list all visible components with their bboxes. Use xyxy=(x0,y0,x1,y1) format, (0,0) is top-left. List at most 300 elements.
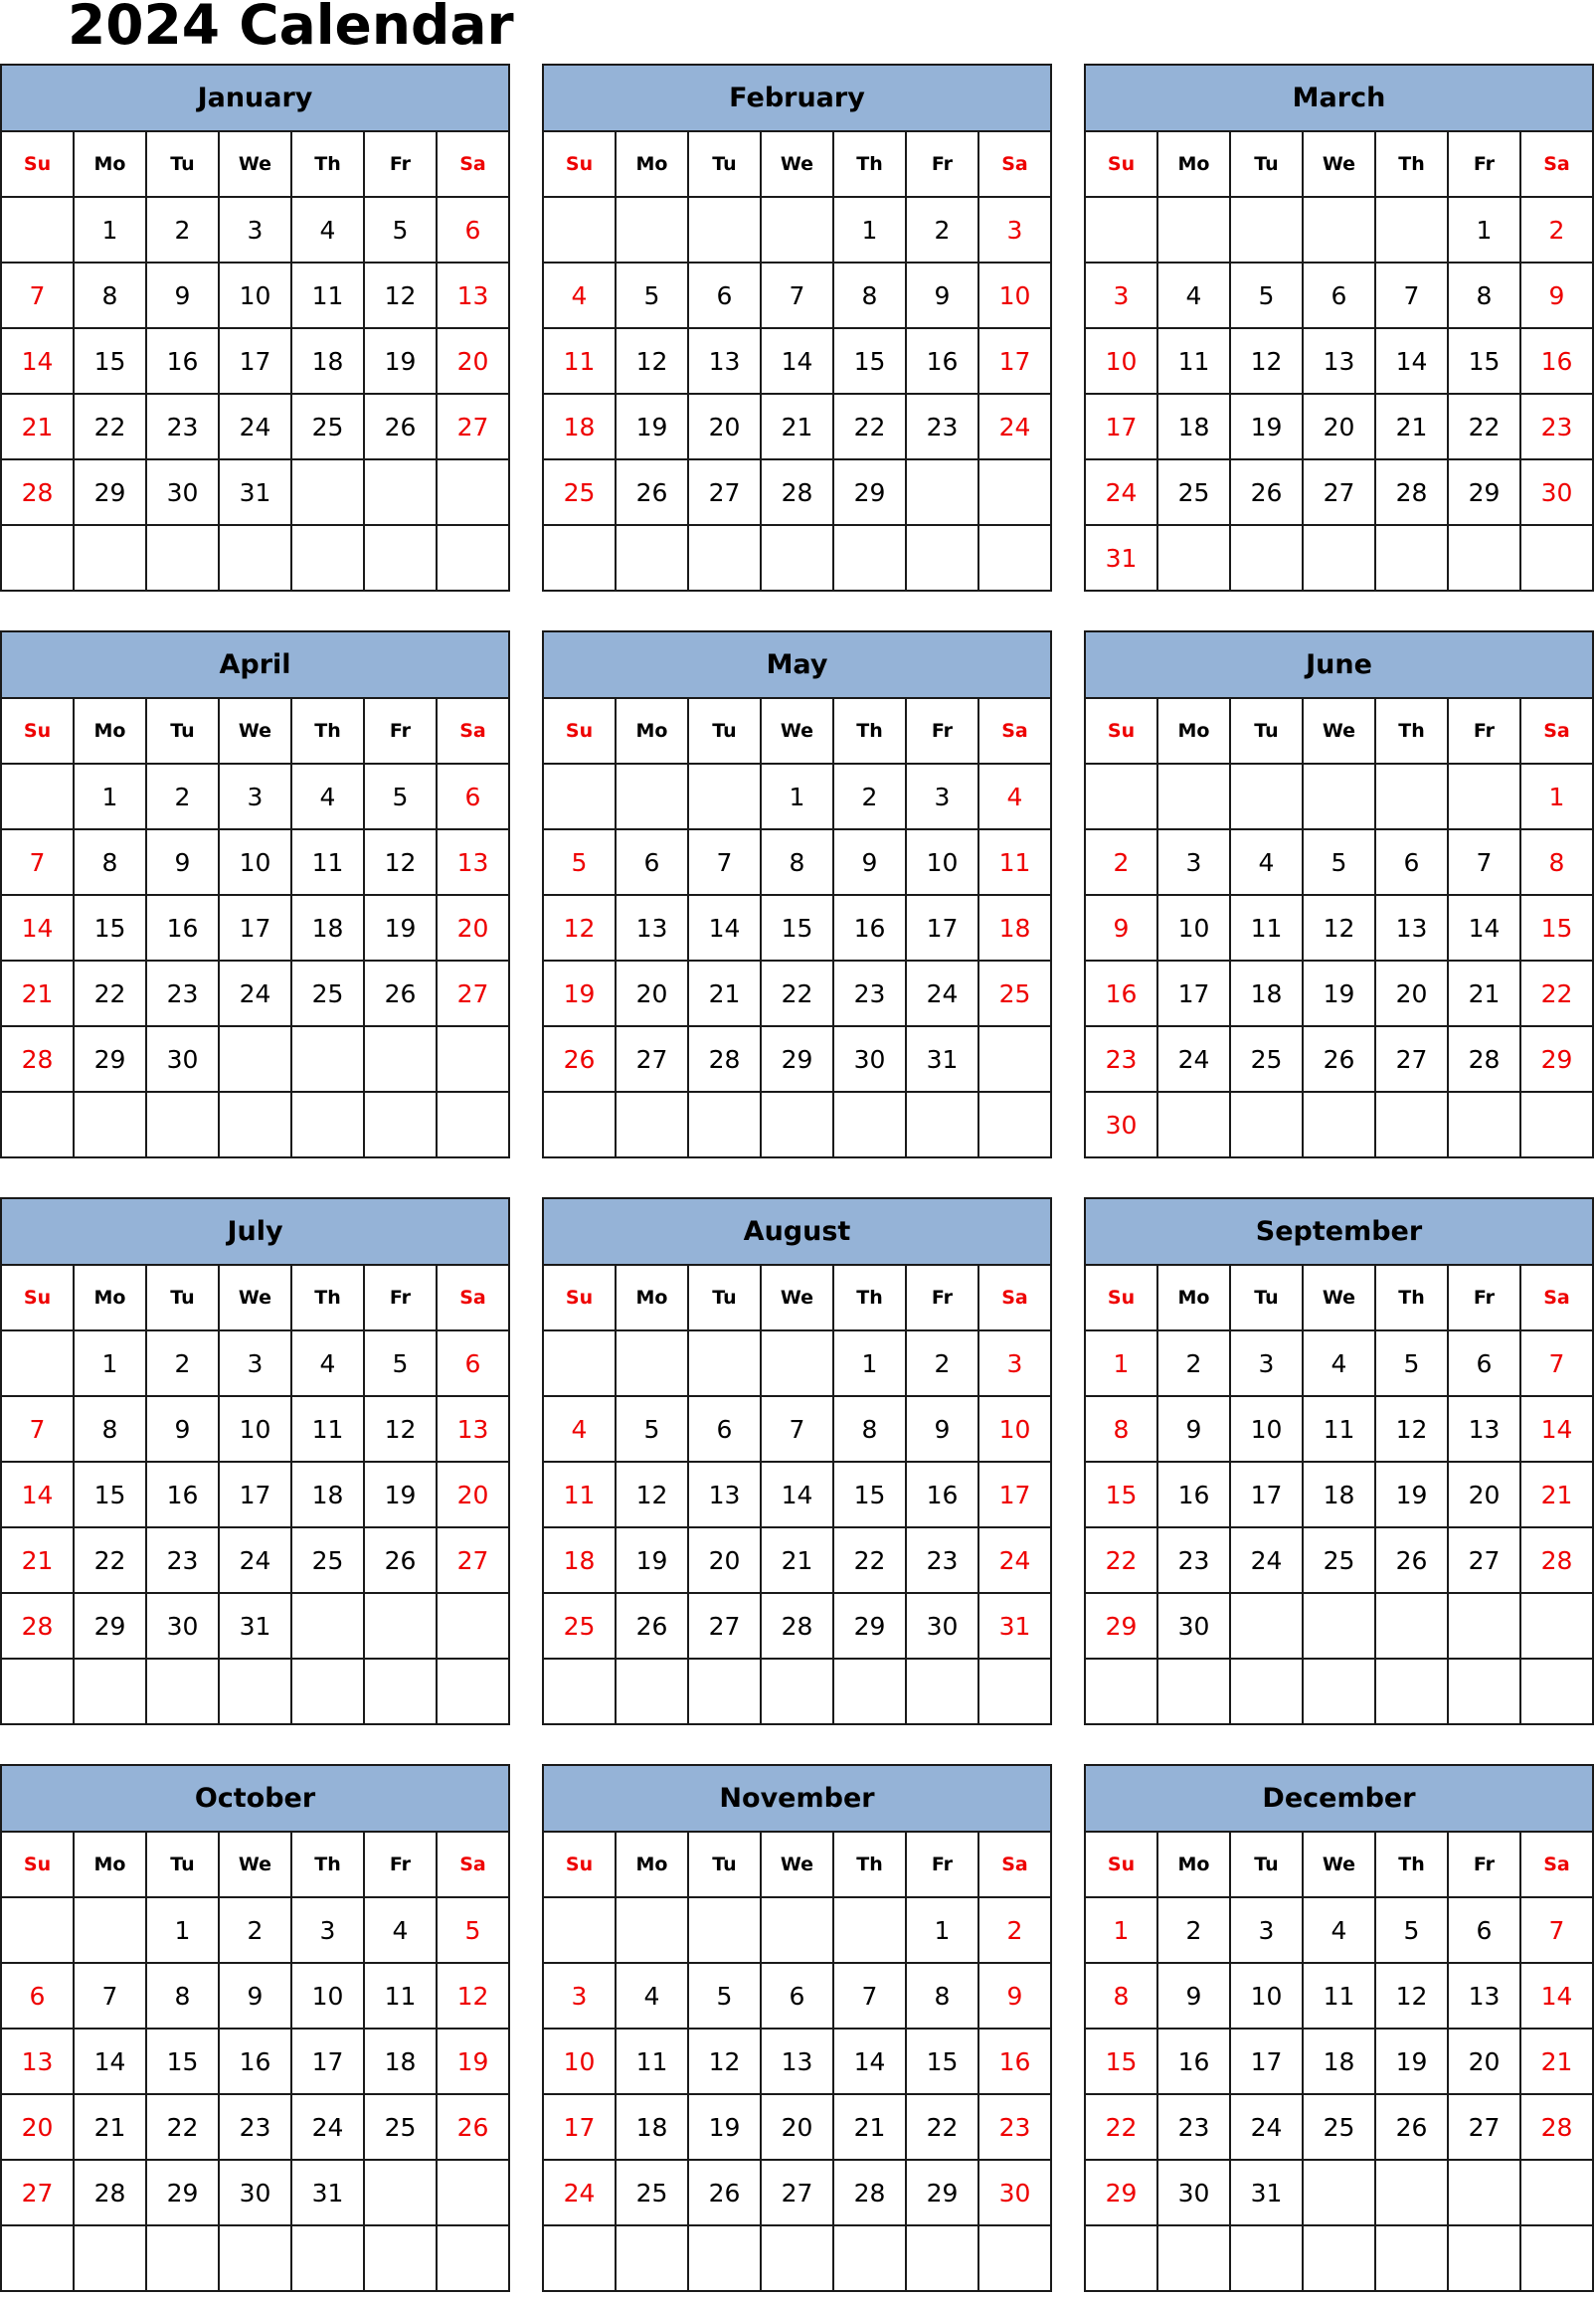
day-cell: 3 xyxy=(291,1897,364,1963)
day-cell: 7 xyxy=(761,1396,833,1462)
week-row xyxy=(1085,1330,1593,1396)
day-cell: 6 xyxy=(1,1963,74,2029)
day-cell xyxy=(688,197,761,263)
day-cell xyxy=(146,1659,219,1724)
weekday-label: Mo xyxy=(1157,1832,1230,1897)
week-row xyxy=(1085,1963,1593,2029)
day-cell xyxy=(1,1659,74,1724)
day-cell: 13 xyxy=(437,829,509,895)
day-cell: 18 xyxy=(1303,2029,1375,2094)
day-cell: 28 xyxy=(1520,2094,1593,2160)
day-cell: 2 xyxy=(146,1330,219,1396)
weekday-label: Su xyxy=(1085,131,1157,197)
weekday-label: Tu xyxy=(688,1265,761,1330)
week-row xyxy=(543,961,1051,1026)
day-cell: 11 xyxy=(543,328,616,394)
day-cell: 24 xyxy=(978,394,1051,459)
week-row xyxy=(1,961,509,1026)
day-cell: 1 xyxy=(74,1330,146,1396)
day-cell: 25 xyxy=(543,1593,616,1659)
day-cell: 11 xyxy=(291,829,364,895)
day-cell: 9 xyxy=(146,829,219,895)
day-cell: 14 xyxy=(1,328,74,394)
day-cell: 5 xyxy=(1230,263,1303,328)
day-cell: 31 xyxy=(1230,2160,1303,2225)
weekday-label: We xyxy=(219,1832,291,1897)
day-cell xyxy=(364,1593,437,1659)
day-cell: 18 xyxy=(543,394,616,459)
weekday-label: Tu xyxy=(146,131,219,197)
day-cell: 27 xyxy=(1,2160,74,2225)
weekday-label: Su xyxy=(1085,1265,1157,1330)
month-name: February xyxy=(543,65,1051,131)
day-cell: 1 xyxy=(146,1897,219,1963)
day-cell: 29 xyxy=(74,459,146,525)
day-cell: 29 xyxy=(833,459,906,525)
day-cell: 26 xyxy=(364,961,437,1026)
day-cell xyxy=(616,764,688,829)
month-name: April xyxy=(1,631,509,698)
day-cell: 8 xyxy=(74,1396,146,1462)
day-cell: 29 xyxy=(1520,1026,1593,1092)
day-cell xyxy=(1,2225,74,2291)
week-row xyxy=(1085,1593,1593,1659)
day-cell: 8 xyxy=(1085,1396,1157,1462)
day-cell: 12 xyxy=(1375,1396,1448,1462)
day-cell xyxy=(543,1897,616,1963)
day-cell: 13 xyxy=(1375,895,1448,961)
day-cell: 6 xyxy=(437,1330,509,1396)
day-cell: 6 xyxy=(761,1963,833,2029)
week-row xyxy=(543,764,1051,829)
day-cell: 21 xyxy=(761,1527,833,1593)
day-cell: 26 xyxy=(688,2160,761,2225)
day-cell: 16 xyxy=(219,2029,291,2094)
day-cell: 23 xyxy=(219,2094,291,2160)
day-cell: 18 xyxy=(291,1462,364,1527)
day-cell: 21 xyxy=(1448,961,1520,1026)
day-cell: 20 xyxy=(1,2094,74,2160)
day-cell: 21 xyxy=(74,2094,146,2160)
weekday-label: Tu xyxy=(146,1832,219,1897)
day-cell: 12 xyxy=(364,1396,437,1462)
month-table xyxy=(542,1764,1052,2292)
weekday-label: Tu xyxy=(1230,131,1303,197)
day-cell: 8 xyxy=(1520,829,1593,895)
day-cell: 15 xyxy=(1085,2029,1157,2094)
weekday-label: Tu xyxy=(146,698,219,764)
week-row xyxy=(543,829,1051,895)
day-cell: 26 xyxy=(1303,1026,1375,1092)
weekday-label: Su xyxy=(1,1832,74,1897)
day-cell: 27 xyxy=(437,961,509,1026)
day-cell: 17 xyxy=(219,1462,291,1527)
day-cell: 17 xyxy=(906,895,978,961)
week-row xyxy=(1085,961,1593,1026)
day-cell: 1 xyxy=(74,764,146,829)
week-row xyxy=(543,197,1051,263)
day-cell: 25 xyxy=(1157,459,1230,525)
weekday-label: Su xyxy=(1085,1832,1157,1897)
weekday-label: Fr xyxy=(1448,698,1520,764)
day-cell xyxy=(437,1026,509,1092)
day-cell: 3 xyxy=(219,197,291,263)
week-row xyxy=(1085,263,1593,328)
day-cell: 16 xyxy=(1157,2029,1230,2094)
day-cell: 2 xyxy=(833,764,906,829)
week-row xyxy=(1085,459,1593,525)
day-cell xyxy=(906,1092,978,1157)
weekday-label: Tu xyxy=(1230,1832,1303,1897)
day-cell: 3 xyxy=(906,764,978,829)
day-cell xyxy=(616,1092,688,1157)
day-cell: 8 xyxy=(74,263,146,328)
month-january xyxy=(0,64,510,593)
day-cell: 23 xyxy=(833,961,906,1026)
day-cell xyxy=(437,2160,509,2225)
month-table xyxy=(0,64,510,592)
day-cell xyxy=(437,1593,509,1659)
month-name: October xyxy=(1,1765,509,1832)
weekday-label: Th xyxy=(833,698,906,764)
weekday-label: Fr xyxy=(1448,1832,1520,1897)
day-cell: 9 xyxy=(906,263,978,328)
day-cell: 5 xyxy=(543,829,616,895)
day-cell: 15 xyxy=(146,2029,219,2094)
month-name: June xyxy=(1085,631,1593,698)
day-cell: 12 xyxy=(1375,1963,1448,2029)
weekday-label: Th xyxy=(1375,698,1448,764)
day-cell: 9 xyxy=(1520,263,1593,328)
day-cell: 16 xyxy=(146,328,219,394)
day-cell: 8 xyxy=(833,1396,906,1462)
day-cell: 31 xyxy=(291,2160,364,2225)
day-cell: 10 xyxy=(543,2029,616,2094)
day-cell xyxy=(688,1897,761,1963)
day-cell: 7 xyxy=(74,1963,146,2029)
day-cell xyxy=(219,1026,291,1092)
day-cell: 16 xyxy=(146,1462,219,1527)
day-cell: 30 xyxy=(978,2160,1051,2225)
day-cell xyxy=(364,2160,437,2225)
day-cell: 19 xyxy=(543,961,616,1026)
day-cell: 1 xyxy=(906,1897,978,1963)
day-cell: 22 xyxy=(1520,961,1593,1026)
day-cell: 4 xyxy=(291,197,364,263)
day-cell xyxy=(1303,525,1375,591)
day-cell: 22 xyxy=(146,2094,219,2160)
month-table xyxy=(0,1764,510,2292)
week-row xyxy=(1085,1026,1593,1092)
day-cell: 10 xyxy=(906,829,978,895)
month-name: January xyxy=(1,65,509,131)
weekday-label: Mo xyxy=(74,1832,146,1897)
day-cell: 5 xyxy=(616,1396,688,1462)
day-cell xyxy=(1303,764,1375,829)
day-cell: 21 xyxy=(1,961,74,1026)
day-cell xyxy=(364,2225,437,2291)
weekday-label: We xyxy=(761,1832,833,1897)
day-cell: 29 xyxy=(74,1593,146,1659)
day-cell: 27 xyxy=(688,1593,761,1659)
day-cell: 18 xyxy=(616,2094,688,2160)
day-cell xyxy=(1303,1092,1375,1157)
week-row xyxy=(543,1026,1051,1092)
day-cell: 28 xyxy=(1,1026,74,1092)
day-cell: 5 xyxy=(1303,829,1375,895)
day-cell: 24 xyxy=(219,1527,291,1593)
weekday-label: Fr xyxy=(364,131,437,197)
day-cell: 20 xyxy=(437,328,509,394)
day-cell: 20 xyxy=(761,2094,833,2160)
week-row xyxy=(1085,1396,1593,1462)
day-cell: 8 xyxy=(906,1963,978,2029)
day-cell: 12 xyxy=(364,263,437,328)
weekday-label: Sa xyxy=(978,1265,1051,1330)
day-cell: 7 xyxy=(1448,829,1520,895)
day-cell: 18 xyxy=(1230,961,1303,1026)
month-table xyxy=(0,1197,510,1725)
month-name: November xyxy=(543,1765,1051,1832)
weekday-label: Sa xyxy=(1520,131,1593,197)
weekday-label: Mo xyxy=(616,1265,688,1330)
day-cell: 29 xyxy=(74,1026,146,1092)
day-cell: 26 xyxy=(1375,1527,1448,1593)
day-cell: 5 xyxy=(688,1963,761,2029)
week-row xyxy=(543,1963,1051,2029)
weekday-label: Tu xyxy=(688,131,761,197)
day-cell: 7 xyxy=(1,263,74,328)
weekday-label: Sa xyxy=(1520,1265,1593,1330)
day-cell xyxy=(833,525,906,591)
day-cell: 2 xyxy=(1157,1897,1230,1963)
weekday-label: Th xyxy=(291,1265,364,1330)
day-cell xyxy=(761,1330,833,1396)
day-cell xyxy=(291,525,364,591)
day-cell xyxy=(978,525,1051,591)
day-cell xyxy=(1085,1659,1157,1724)
day-cell: 27 xyxy=(1448,2094,1520,2160)
day-cell: 10 xyxy=(1085,328,1157,394)
day-cell xyxy=(1157,764,1230,829)
day-cell xyxy=(291,1026,364,1092)
weekday-label: We xyxy=(1303,1265,1375,1330)
day-cell: 31 xyxy=(1085,525,1157,591)
weekday-label: We xyxy=(761,131,833,197)
week-row xyxy=(1,1963,509,2029)
day-cell: 22 xyxy=(1085,2094,1157,2160)
day-cell: 25 xyxy=(291,1527,364,1593)
day-cell: 6 xyxy=(1303,263,1375,328)
day-cell: 9 xyxy=(906,1396,978,1462)
day-cell: 2 xyxy=(146,764,219,829)
day-cell: 9 xyxy=(1157,1396,1230,1462)
day-cell xyxy=(1448,1659,1520,1724)
month-table xyxy=(542,630,1052,1158)
day-cell xyxy=(761,1659,833,1724)
weekday-label: Th xyxy=(291,1832,364,1897)
day-cell: 19 xyxy=(364,895,437,961)
week-row xyxy=(1085,764,1593,829)
day-cell: 30 xyxy=(1520,459,1593,525)
day-cell: 25 xyxy=(291,394,364,459)
month-name: July xyxy=(1,1198,509,1265)
day-cell: 21 xyxy=(761,394,833,459)
day-cell: 26 xyxy=(543,1026,616,1092)
day-cell: 3 xyxy=(1230,1330,1303,1396)
day-cell: 11 xyxy=(291,1396,364,1462)
weekday-label: Th xyxy=(291,131,364,197)
weekday-label: Sa xyxy=(1520,698,1593,764)
month-july xyxy=(0,1197,510,1726)
day-cell xyxy=(1085,197,1157,263)
day-cell: 15 xyxy=(1085,1462,1157,1527)
day-cell xyxy=(437,2225,509,2291)
day-cell: 1 xyxy=(1085,1897,1157,1963)
day-cell xyxy=(1448,525,1520,591)
day-cell: 17 xyxy=(1230,2029,1303,2094)
week-row xyxy=(543,1462,1051,1527)
month-table xyxy=(1084,64,1594,592)
day-cell: 17 xyxy=(1230,1462,1303,1527)
day-cell: 17 xyxy=(291,2029,364,2094)
day-cell: 24 xyxy=(219,961,291,1026)
day-cell xyxy=(761,1897,833,1963)
day-cell: 27 xyxy=(1448,1527,1520,1593)
week-row xyxy=(543,2029,1051,2094)
day-cell: 4 xyxy=(543,263,616,328)
day-cell xyxy=(761,525,833,591)
day-cell: 23 xyxy=(146,961,219,1026)
day-cell xyxy=(1375,1593,1448,1659)
day-cell: 10 xyxy=(219,829,291,895)
day-cell: 20 xyxy=(1448,2029,1520,2094)
day-cell: 28 xyxy=(1,459,74,525)
day-cell: 16 xyxy=(1157,1462,1230,1527)
day-cell xyxy=(364,1659,437,1724)
day-cell: 29 xyxy=(146,2160,219,2225)
day-cell: 2 xyxy=(1520,197,1593,263)
week-row xyxy=(1,764,509,829)
day-cell: 16 xyxy=(1085,961,1157,1026)
week-row xyxy=(1085,2225,1593,2291)
day-cell: 2 xyxy=(1157,1330,1230,1396)
day-cell xyxy=(1230,525,1303,591)
day-cell xyxy=(1375,2225,1448,2291)
day-cell xyxy=(437,1659,509,1724)
day-cell: 6 xyxy=(688,263,761,328)
week-row xyxy=(543,328,1051,394)
day-cell: 19 xyxy=(1303,961,1375,1026)
day-cell: 14 xyxy=(761,328,833,394)
day-cell: 4 xyxy=(291,1330,364,1396)
day-cell: 26 xyxy=(1375,2094,1448,2160)
day-cell xyxy=(219,1092,291,1157)
day-cell: 28 xyxy=(1,1593,74,1659)
day-cell: 1 xyxy=(761,764,833,829)
day-cell: 4 xyxy=(364,1897,437,1963)
weekday-label: Tu xyxy=(688,1832,761,1897)
day-cell xyxy=(688,764,761,829)
day-cell: 18 xyxy=(978,895,1051,961)
day-cell xyxy=(74,1092,146,1157)
weekday-label: Tu xyxy=(688,698,761,764)
week-row xyxy=(1,1026,509,1092)
day-cell: 30 xyxy=(1085,1092,1157,1157)
day-cell xyxy=(364,1092,437,1157)
day-cell xyxy=(978,1092,1051,1157)
day-cell: 15 xyxy=(906,2029,978,2094)
day-cell: 20 xyxy=(688,1527,761,1593)
weekday-label: Mo xyxy=(74,698,146,764)
day-cell: 12 xyxy=(437,1963,509,2029)
day-cell xyxy=(1448,1092,1520,1157)
day-cell: 16 xyxy=(906,1462,978,1527)
day-cell: 8 xyxy=(1085,1963,1157,2029)
day-cell: 19 xyxy=(688,2094,761,2160)
weekday-label: Fr xyxy=(906,131,978,197)
day-cell: 22 xyxy=(906,2094,978,2160)
weekday-label: We xyxy=(1303,131,1375,197)
day-cell: 27 xyxy=(1375,1026,1448,1092)
day-cell: 19 xyxy=(364,1462,437,1527)
day-cell: 23 xyxy=(146,394,219,459)
day-cell: 29 xyxy=(1448,459,1520,525)
day-cell: 14 xyxy=(74,2029,146,2094)
day-cell: 28 xyxy=(761,459,833,525)
day-cell: 25 xyxy=(1230,1026,1303,1092)
day-cell: 15 xyxy=(1520,895,1593,961)
weekday-label: We xyxy=(219,1265,291,1330)
day-cell xyxy=(1448,764,1520,829)
month-table xyxy=(1084,630,1594,1158)
day-cell xyxy=(291,1593,364,1659)
week-row xyxy=(543,2160,1051,2225)
day-cell xyxy=(978,459,1051,525)
day-cell: 29 xyxy=(1085,2160,1157,2225)
weekday-label: Mo xyxy=(1157,698,1230,764)
day-cell: 4 xyxy=(1303,1330,1375,1396)
week-row xyxy=(1085,525,1593,591)
day-cell: 2 xyxy=(906,1330,978,1396)
day-cell xyxy=(1520,1092,1593,1157)
weekday-label: Sa xyxy=(437,131,509,197)
day-cell xyxy=(437,525,509,591)
day-cell xyxy=(978,1659,1051,1724)
day-cell xyxy=(833,1897,906,1963)
day-cell xyxy=(543,2225,616,2291)
day-cell: 5 xyxy=(1375,1897,1448,1963)
day-cell: 11 xyxy=(291,263,364,328)
month-name: August xyxy=(543,1198,1051,1265)
day-cell: 1 xyxy=(1085,1330,1157,1396)
day-cell: 26 xyxy=(616,459,688,525)
day-cell: 22 xyxy=(74,1527,146,1593)
day-cell xyxy=(437,1092,509,1157)
day-cell: 25 xyxy=(291,961,364,1026)
day-cell: 6 xyxy=(1375,829,1448,895)
day-cell: 29 xyxy=(761,1026,833,1092)
day-cell xyxy=(761,1092,833,1157)
day-cell xyxy=(616,2225,688,2291)
day-cell: 24 xyxy=(1230,2094,1303,2160)
week-row xyxy=(543,2225,1051,2291)
day-cell: 5 xyxy=(1375,1330,1448,1396)
day-cell: 2 xyxy=(1085,829,1157,895)
weekday-label: Mo xyxy=(74,131,146,197)
day-cell: 27 xyxy=(688,459,761,525)
day-cell xyxy=(1375,197,1448,263)
